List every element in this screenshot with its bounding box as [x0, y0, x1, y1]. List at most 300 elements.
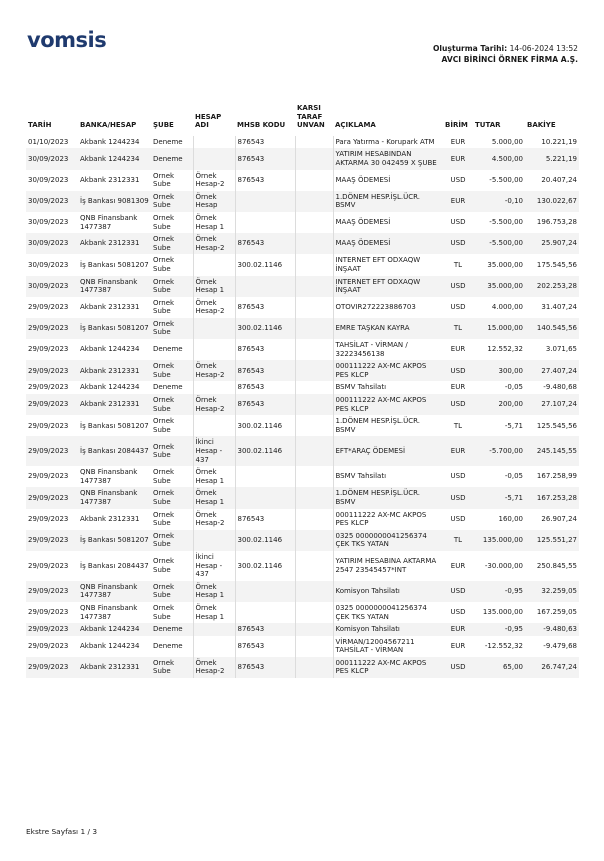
cell-date: 29/09/2023	[26, 657, 78, 678]
cell-balance: 167.253,28	[525, 487, 579, 508]
cell-desc: MAAŞ ÖDEMESİ	[333, 170, 443, 191]
cell-mhsb: 300.02.1146	[235, 318, 295, 339]
cell-mhsb: 876543	[235, 381, 295, 394]
cell-account	[193, 318, 235, 339]
table-header-row	[26, 104, 579, 136]
cell-counter	[295, 636, 333, 657]
cell-counter	[295, 381, 333, 394]
cell-amount: 12.552,32	[487, 345, 523, 354]
cell-balance: 26.747,24	[525, 657, 579, 678]
cell-balance: 10.221,19	[541, 137, 577, 146]
cell-mhsb: 876543	[235, 636, 295, 657]
cell-counter	[295, 602, 333, 623]
cell-bank: Akbank 2312331	[78, 394, 151, 415]
cell-amount: 135.000,00	[473, 530, 525, 551]
cell-amount: -5,71	[473, 487, 525, 508]
cell-account	[193, 254, 235, 275]
cell-desc: MAAŞ ÖDEMESİ	[333, 233, 443, 254]
cell-unit: USD	[443, 276, 473, 297]
cell-bank: Akbank 2312331	[80, 175, 140, 184]
col-header: ŞUBE	[153, 121, 174, 130]
cell-desc: 1.DÖNEM HESP.İŞL.ÜCR. BSMV	[333, 415, 443, 436]
cell-balance: 125.551,27	[525, 530, 579, 551]
cell-unit: EUR	[443, 436, 473, 466]
cell-bank: QNB Finansbank 1477387	[80, 213, 138, 231]
cell-amount: 4.000,00	[491, 302, 523, 311]
cell-unit: TL	[453, 421, 463, 430]
cell-counter	[295, 394, 333, 415]
cell-counter	[295, 318, 333, 339]
cell-unit: EUR	[450, 345, 466, 354]
cell-branch: Ornek Sube	[151, 233, 193, 254]
table-row	[26, 436, 579, 466]
table-row	[26, 276, 579, 297]
cell-date: 29/09/2023	[26, 360, 78, 381]
cell-account: Örnek Hesap 1	[193, 212, 235, 233]
cell-date: 29/09/2023	[28, 641, 69, 650]
cell-branch: Ornek Sube	[151, 360, 193, 381]
cell-balance: 27.107,24	[525, 394, 579, 415]
col-header: KARSI TARAF UNVAN	[297, 104, 325, 130]
cell-mhsb	[235, 276, 295, 297]
cell-branch: Deneme	[153, 383, 183, 392]
table-row	[26, 339, 579, 360]
creation-date-value: 14-06-2024 13:52	[509, 44, 578, 53]
cell-mhsb: 876543	[235, 136, 295, 149]
cell-account: Örnek Hesap 1	[193, 276, 235, 297]
cell-branch: Ornek Sube	[153, 603, 175, 621]
cell-amount: 15.000,00	[473, 318, 525, 339]
cell-account: Örnek Hesap 1	[193, 487, 235, 508]
cell-desc: Para Yatırma - Korupark ATM	[333, 136, 443, 149]
cell-desc: 0325 0000000041256374 ÇEK TKS YATAN	[333, 530, 443, 551]
cell-amount: 200,00	[473, 394, 525, 415]
col-header: BİRİM	[445, 121, 468, 130]
cell-mhsb: 300.02.1146	[235, 551, 295, 581]
cell-amount: 35.000,00	[487, 260, 523, 269]
vomsis-logo: vomsis	[27, 28, 107, 52]
cell-mhsb: 876543	[235, 394, 295, 415]
cell-amount: 35.000,00	[473, 276, 525, 297]
table-row	[26, 602, 579, 623]
cell-mhsb: 300.02.1146	[235, 254, 295, 275]
cell-unit: USD	[450, 514, 466, 523]
cell-date: 29/09/2023	[28, 561, 69, 570]
table-row	[26, 581, 579, 602]
cell-account	[193, 339, 235, 360]
cell-branch: Deneme	[153, 641, 183, 650]
cell-amount: -0,95	[473, 581, 525, 602]
cell-balance: 140.545,56	[525, 318, 579, 339]
col-header: BAKİYE	[527, 121, 556, 130]
table-row	[26, 623, 579, 636]
cell-desc: TAHSİLAT - VİRMAN / 32223456138	[333, 339, 443, 360]
cell-branch: Ornek Sube	[153, 213, 175, 231]
cell-account	[193, 530, 235, 551]
cell-date: 29/09/2023	[28, 345, 69, 354]
table-row	[26, 212, 579, 233]
cell-branch: Ornek Sube	[153, 557, 175, 574]
col-header: AÇIKLAMA	[335, 121, 376, 130]
cell-bank: Akbank 1244234	[80, 137, 140, 146]
cell-counter	[295, 339, 333, 360]
cell-bank: İş Bankası 2084437	[80, 561, 149, 570]
cell-desc: EMRE TAŞKAN KAYRA	[333, 318, 443, 339]
table-row	[26, 551, 579, 581]
cell-mhsb	[235, 212, 295, 233]
creation-date-label: Oluşturma Tarihi:	[432, 44, 508, 53]
cell-bank: İş Bankası 9081309	[78, 191, 151, 212]
cell-bank: Akbank 2312331	[78, 360, 151, 381]
cell-desc: INTERNET EFT ODXAQW İNŞAAT	[333, 254, 443, 275]
cell-unit: USD	[450, 472, 466, 481]
table-row	[26, 148, 579, 169]
cell-bank: QNB Finansbank 1477387	[78, 581, 151, 602]
cell-date: 01/10/2023	[28, 137, 69, 146]
cell-unit: EUR	[450, 383, 466, 392]
cell-unit: USD	[450, 175, 466, 184]
cell-amount: -0,10	[473, 191, 525, 212]
cell-account: Örnek Hesap-2	[193, 657, 235, 678]
cell-date: 29/09/2023	[26, 623, 78, 636]
cell-balance: 250.845,55	[536, 561, 577, 570]
table-row	[26, 394, 579, 415]
cell-date: 30/09/2023	[26, 276, 78, 297]
cell-branch: Deneme	[151, 623, 193, 636]
cell-unit: EUR	[443, 191, 473, 212]
cell-counter	[295, 360, 333, 381]
cell-account	[193, 148, 235, 169]
cell-account: İkinci Hesap - 437	[193, 551, 235, 581]
cell-desc: 000111222 AX-MC AKPOS PES KLCP	[333, 394, 443, 415]
cell-counter	[295, 530, 333, 551]
cell-mhsb: 300.02.1146	[235, 436, 295, 466]
cell-date: 30/09/2023	[28, 175, 69, 184]
cell-amount: -5.500,00	[489, 218, 523, 227]
cell-balance: 125.545,56	[536, 421, 577, 430]
cell-mhsb: 876543	[235, 657, 295, 678]
cell-bank: Akbank 2312331	[80, 302, 140, 311]
cell-balance: 3.071,65	[545, 345, 577, 354]
cell-counter	[295, 551, 333, 581]
page-indicator: Ekstre Sayfası 1 / 3	[26, 827, 98, 836]
cell-counter	[295, 509, 333, 530]
cell-unit: USD	[450, 302, 466, 311]
cell-unit: EUR	[443, 148, 473, 169]
cell-bank: İş Bankası 5081207	[80, 421, 149, 430]
cell-desc: Komisyon Tahsilatı	[333, 581, 443, 602]
cell-date: 30/09/2023	[26, 148, 78, 169]
cell-desc: YATIRIM HESABINA AKTARMA 2547 23545457*INT	[333, 551, 443, 581]
cell-desc: 000111222 AX-MC AKPOS PES KLCP	[333, 360, 443, 381]
cell-counter	[295, 170, 333, 191]
cell-branch: Ornek Sube	[151, 530, 193, 551]
cell-counter	[295, 276, 333, 297]
cell-branch: Ornek Sube	[153, 298, 175, 316]
cell-amount: -0,05	[504, 472, 523, 481]
cell-balance: 5.221,19	[525, 148, 579, 169]
cell-counter	[295, 415, 333, 436]
cell-bank: Akbank 1244234	[80, 641, 140, 650]
table-row	[26, 381, 579, 394]
table-row	[26, 191, 579, 212]
cell-mhsb: 300.02.1146	[235, 415, 295, 436]
cell-balance: 27.407,24	[525, 360, 579, 381]
table-row	[26, 360, 579, 381]
cell-desc: Komisyon Tahsilatı	[333, 623, 443, 636]
cell-amount: 65,00	[473, 657, 525, 678]
cell-bank: İş Bankası 5081207	[78, 318, 151, 339]
cell-counter	[295, 657, 333, 678]
cell-bank: Akbank 1244234	[80, 345, 140, 354]
cell-counter	[295, 623, 333, 636]
cell-unit: EUR	[450, 561, 466, 570]
cell-amount: 135.000,00	[482, 608, 523, 617]
cell-date: 29/09/2023	[26, 487, 78, 508]
cell-amount: -0,05	[504, 383, 523, 392]
cell-balance: 167.258,99	[536, 472, 577, 481]
cell-bank: QNB Finansbank 1477387	[80, 468, 138, 485]
cell-branch: Ornek Sube	[153, 510, 175, 528]
cell-mhsb	[235, 581, 295, 602]
cell-amount: 5.000,00	[491, 137, 523, 146]
cell-branch: Ornek Sube	[151, 191, 193, 212]
cell-branch: Ornek Sube	[151, 581, 193, 602]
cell-account: Örnek Hesap-2	[193, 233, 235, 254]
creation-date	[433, 43, 578, 54]
cell-balance: 130.022,67	[525, 191, 579, 212]
cell-account: Örnek Hesap-2	[193, 394, 235, 415]
cell-counter	[295, 436, 333, 466]
cell-branch: Ornek Sube	[151, 276, 193, 297]
cell-amount: 300,00	[473, 360, 525, 381]
cell-bank: İş Bankası 5081207	[78, 530, 151, 551]
table-row	[26, 318, 579, 339]
cell-counter	[295, 191, 333, 212]
cell-date: 29/09/2023	[26, 436, 78, 466]
cell-branch: Ornek Sube	[153, 171, 175, 189]
cell-account: Örnek Hesap-2	[193, 509, 235, 530]
cell-balance: 32.259,05	[525, 581, 579, 602]
cell-branch: Ornek Sube	[151, 487, 193, 508]
table-row	[26, 415, 579, 436]
cell-date: 29/09/2023	[26, 581, 78, 602]
cell-mhsb: 300.02.1146	[235, 530, 295, 551]
cell-bank: Akbank 2312331	[80, 514, 140, 523]
cell-date: 29/09/2023	[28, 421, 69, 430]
cell-unit: TL	[453, 260, 463, 269]
table-row	[26, 254, 579, 275]
cell-desc: 000111222 AX-MC AKPOS PES KLCP	[333, 657, 443, 678]
cell-amount: -12.552,32	[484, 641, 523, 650]
cell-mhsb	[235, 487, 295, 508]
cell-unit: USD	[443, 657, 473, 678]
cell-desc: OTOVIR272223886703	[333, 297, 443, 318]
cell-bank: Akbank 2312331	[78, 233, 151, 254]
cell-mhsb: 876543	[235, 360, 295, 381]
cell-date: 30/09/2023	[28, 218, 69, 227]
cell-unit: USD	[443, 360, 473, 381]
report-header	[433, 43, 578, 65]
cell-date: 29/09/2023	[26, 530, 78, 551]
cell-date: 29/09/2023	[28, 383, 69, 392]
table-row	[26, 466, 579, 487]
cell-mhsb: 876543	[235, 148, 295, 169]
cell-desc: BSMV Tahsilatı	[333, 381, 443, 394]
cell-unit: TL	[443, 530, 473, 551]
cell-account: Örnek Hesap-2	[193, 170, 235, 191]
cell-unit: USD	[443, 487, 473, 508]
cell-bank: Akbank 1244234	[80, 383, 140, 392]
cell-balance: -9.479,68	[543, 641, 577, 650]
cell-unit: USD	[443, 394, 473, 415]
cell-bank: İş Bankası 2084437	[78, 436, 151, 466]
cell-date: 29/09/2023	[26, 318, 78, 339]
cell-bank: QNB Finansbank 1477387	[78, 276, 151, 297]
cell-branch: Deneme	[151, 148, 193, 169]
cell-balance: 196.753,28	[536, 218, 577, 227]
cell-desc: VİRMAN/12004567211 TAHSİLAT - VİRMAN	[333, 636, 443, 657]
cell-branch: Deneme	[153, 345, 183, 354]
table-row	[26, 509, 579, 530]
cell-balance: -9.480,68	[543, 383, 577, 392]
cell-unit: USD	[450, 218, 466, 227]
cell-account	[193, 623, 235, 636]
col-header: TARİH	[28, 121, 52, 130]
cell-date: 29/09/2023	[28, 608, 69, 617]
cell-counter	[295, 466, 333, 487]
col-header: HESAP ADI	[195, 112, 222, 130]
cell-balance: 245.145,55	[525, 436, 579, 466]
cell-date: 29/09/2023	[28, 514, 69, 523]
cell-unit: USD	[450, 608, 466, 617]
cell-date: 30/09/2023	[28, 260, 69, 269]
cell-amount: -5,71	[504, 421, 523, 430]
cell-balance: 20.407,24	[541, 175, 577, 184]
table-row	[26, 136, 579, 149]
cell-counter	[295, 212, 333, 233]
cell-date: 29/09/2023	[28, 472, 69, 481]
cell-mhsb: 876543	[235, 509, 295, 530]
cell-counter	[295, 581, 333, 602]
company-name: AVCI BİRİNCİ ÖRNEK FİRMA A.Ş.	[441, 55, 578, 64]
cell-counter	[295, 297, 333, 318]
cell-mhsb: 876543	[235, 170, 295, 191]
cell-amount: -5.500,00	[489, 175, 523, 184]
cell-account: Örnek Hesap 1	[193, 581, 235, 602]
cell-account: Örnek Hesap-2	[193, 360, 235, 381]
cell-mhsb: 876543	[235, 339, 295, 360]
table-row	[26, 487, 579, 508]
table-row	[26, 636, 579, 657]
cell-mhsb	[235, 466, 295, 487]
cell-mhsb	[235, 191, 295, 212]
cell-unit: EUR	[450, 137, 466, 146]
cell-date: 29/09/2023	[28, 302, 69, 311]
cell-desc: 0325 0000000041256374 ÇEK TKS YATAN	[333, 602, 443, 623]
cell-unit: EUR	[443, 623, 473, 636]
cell-balance: 31.407,24	[541, 302, 577, 311]
cell-branch: Ornek Sube	[153, 256, 175, 273]
cell-bank: QNB Finansbank 1477387	[78, 487, 151, 508]
cell-account: Örnek Hesap 1	[193, 602, 235, 623]
cell-branch: Ornek Sube	[151, 657, 193, 678]
cell-branch: Ornek Sube	[151, 394, 193, 415]
cell-branch: Ornek Sube	[153, 468, 175, 485]
cell-unit: USD	[443, 233, 473, 254]
col-header: BANKA/HESAP	[80, 121, 137, 130]
cell-desc: 000111222 AX-MC AKPOS PES KLCP	[333, 509, 443, 530]
cell-mhsb: 876543	[235, 297, 295, 318]
col-header: MHSB KODU	[237, 121, 286, 130]
cell-amount: -5.700,00	[473, 436, 525, 466]
cell-account	[193, 415, 235, 436]
cell-desc: YATIRIM HESABINDAN AKTARMA 30 042459 X ŞUBE	[333, 148, 443, 169]
cell-balance: 175.545,56	[536, 260, 577, 269]
statement-table	[26, 104, 579, 678]
cell-desc: 1.DÖNEM HESP.İŞL.ÜCR. BSMV	[333, 191, 443, 212]
table-row	[26, 297, 579, 318]
cell-counter	[295, 254, 333, 275]
cell-bank: İş Bankası 5081207	[80, 260, 149, 269]
table-row	[26, 233, 579, 254]
cell-account: Örnek Hesap	[193, 191, 235, 212]
cell-counter	[295, 487, 333, 508]
cell-branch: Ornek Sube	[153, 417, 175, 434]
cell-account	[193, 136, 235, 149]
cell-account	[193, 636, 235, 657]
cell-desc: BSMV Tahsilatı	[333, 466, 443, 487]
cell-balance: 26.907,24	[541, 514, 577, 523]
cell-branch: Ornek Sube	[151, 318, 193, 339]
cell-balance: 25.907,24	[525, 233, 579, 254]
cell-date: 30/09/2023	[26, 191, 78, 212]
cell-counter	[295, 233, 333, 254]
cell-amount: -0,95	[473, 623, 525, 636]
cell-amount: -5.500,00	[473, 233, 525, 254]
cell-balance: 167.259,05	[536, 608, 577, 617]
cell-desc: INTERNET EFT ODXAQW İNŞAAT	[333, 276, 443, 297]
cell-unit: EUR	[450, 641, 466, 650]
table-row	[26, 530, 579, 551]
cell-counter	[295, 136, 333, 149]
cell-desc: 1.DÖNEM HESP.İŞL.ÜCR. BSMV	[333, 487, 443, 508]
cell-amount: -30.000,00	[484, 561, 523, 570]
cell-amount: 160,00	[498, 514, 523, 523]
cell-balance: 202.253,28	[525, 276, 579, 297]
cell-bank: Akbank 1244234	[78, 623, 151, 636]
cell-amount: 4.500,00	[473, 148, 525, 169]
cell-account	[193, 381, 235, 394]
col-header: TUTAR	[475, 121, 501, 130]
cell-account: İkinci Hesap - 437	[193, 436, 235, 466]
cell-desc: MAAŞ ÖDEMESİ	[333, 212, 443, 233]
cell-balance: -9.480,63	[525, 623, 579, 636]
cell-bank: Akbank 1244234	[78, 148, 151, 169]
cell-account: Örnek Hesap 1	[193, 466, 235, 487]
cell-date: 29/09/2023	[26, 394, 78, 415]
cell-desc: EFT*ARAÇ ÖDEMESİ	[333, 436, 443, 466]
cell-counter	[295, 148, 333, 169]
cell-bank: Akbank 2312331	[78, 657, 151, 678]
cell-unit: USD	[443, 581, 473, 602]
cell-mhsb	[235, 602, 295, 623]
cell-branch: Deneme	[153, 137, 183, 146]
table-row	[26, 170, 579, 191]
cell-account: Örnek Hesap-2	[193, 297, 235, 318]
cell-mhsb: 876543	[235, 233, 295, 254]
cell-mhsb: 876543	[235, 623, 295, 636]
